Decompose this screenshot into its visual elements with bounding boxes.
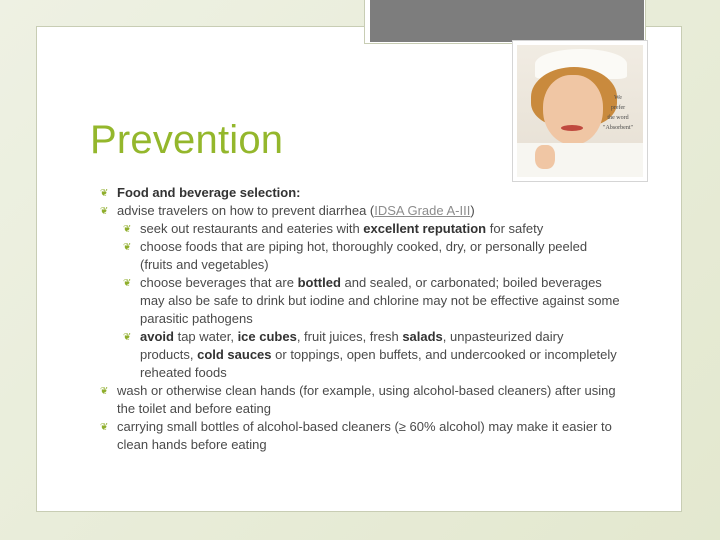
nurse-hand [535, 145, 555, 169]
bullet-icon: ❦ [123, 278, 132, 289]
bold-text: cold sauces [197, 347, 272, 362]
photo-quote-line: the word [607, 115, 629, 121]
bullet-text: advise travelers on how to prevent diarrhea ( [117, 203, 375, 218]
bullet-item [100, 184, 620, 202]
bullet-text: choose foods that are piping hot, thoroughly cooked, dry, or personally peeled (fruits and vegetables) [140, 239, 588, 272]
decorative-top-box-fill [370, 0, 644, 42]
sub-bullet-item [123, 328, 620, 382]
bullet-text: , unpasteurized dairy products, [140, 329, 564, 362]
bullet-icon: ❦ [100, 422, 109, 433]
bullet-text: , fruit juices, fresh [296, 329, 403, 344]
photo-quote-line: "Absorbent" [603, 125, 633, 131]
bullet-text: for safety [486, 221, 544, 236]
bullet-item [100, 382, 620, 418]
bold-text: bottled [297, 275, 341, 290]
bullet-icon: ❦ [123, 224, 132, 235]
bullet-text: and sealed, or carbonated; boiled beverages may also be safe to drink but iodine and chlorine may not be effective against some parasitic pathogens [140, 275, 620, 326]
nurse-face [543, 75, 603, 145]
bullet-list [100, 184, 620, 454]
bullet-icon: ❦ [100, 188, 109, 199]
bullet-text: carrying small bottles of alcohol-based cleaners (≥ 60% alcohol) may make it easier to clean hands before eating [117, 419, 612, 452]
bullet-text: seek out restaurants and eateries with [140, 221, 364, 236]
nurse-photo [517, 45, 643, 177]
bullet-icon: ❦ [100, 206, 109, 217]
grade-link[interactable]: IDSA Grade A-III [374, 203, 471, 218]
photo-quote [595, 93, 641, 133]
bullet-text: ) [470, 203, 475, 218]
bullet-text: wash or otherwise clean hands (for example, using alcohol-based cleaners) after using the toilet and before eating [117, 383, 616, 416]
bullet-icon: ❦ [123, 242, 132, 253]
sub-bullet-item [123, 274, 620, 328]
bullet-item [100, 202, 620, 220]
nurse-lips [561, 125, 583, 131]
slide-title: Prevention [90, 118, 284, 162]
bold-text: salads [402, 329, 443, 344]
bullet-text: tap water, [173, 329, 238, 344]
bold-text: excellent reputation [363, 221, 487, 236]
sub-bullet-item [123, 220, 620, 238]
sub-bullet-item [123, 238, 620, 274]
bullet-text: choose beverages that are [140, 275, 298, 290]
bullet-text: or toppings, open buffets, and undercooked or incompletely reheated foods [140, 347, 617, 380]
bold-text: avoid [140, 329, 174, 344]
nurse-photo-frame [512, 40, 648, 182]
bullet-icon: ❦ [123, 332, 132, 343]
bullet-item [100, 418, 620, 454]
bullet-icon: ❦ [100, 386, 109, 397]
photo-quote-line: prefer [610, 105, 626, 111]
bold-text: ice cubes [237, 329, 297, 344]
bold-text: Food and beverage selection: [117, 185, 301, 200]
photo-quote-line: We [614, 95, 622, 101]
